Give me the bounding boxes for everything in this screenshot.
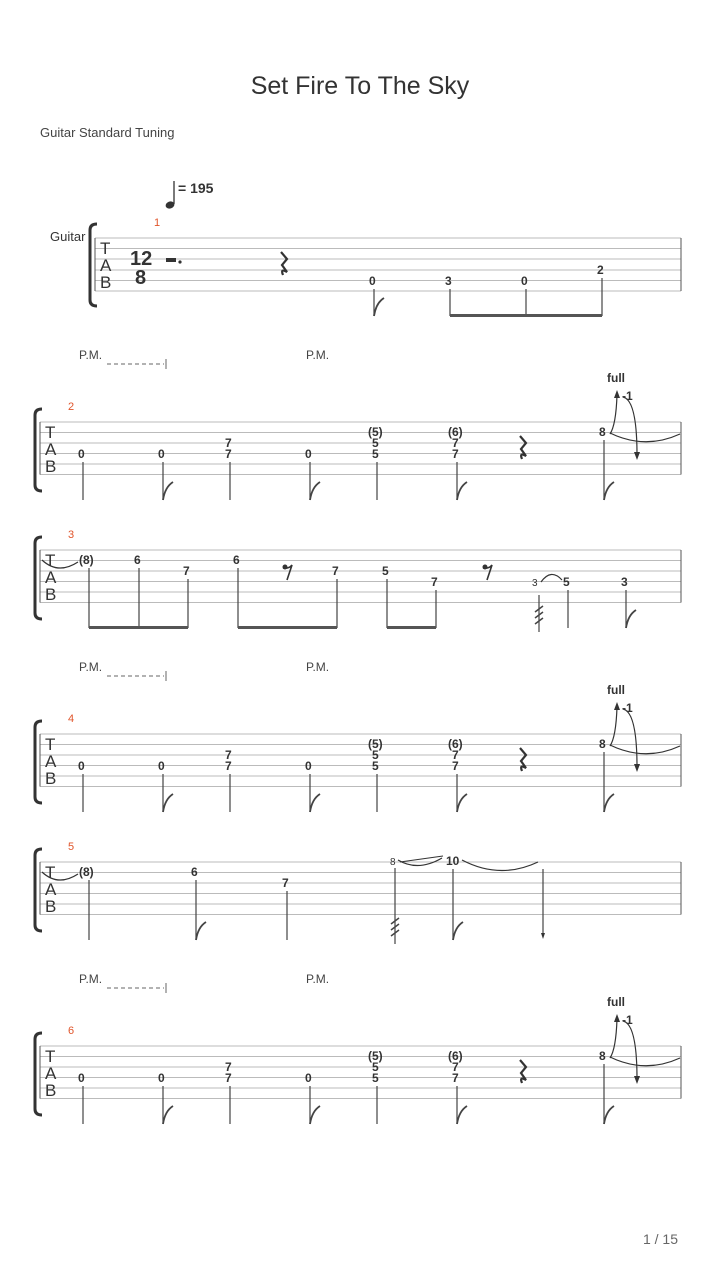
fret-number: 0 (158, 1071, 165, 1085)
fret-number: 5 (382, 564, 389, 578)
fret-number: (5) (368, 1049, 383, 1063)
fret-number: 6 (134, 553, 141, 567)
eighth-rest (483, 565, 493, 581)
fret-number: 5 (372, 1071, 379, 1085)
bend-full-label: full (607, 371, 625, 385)
fret-number: 7 (225, 447, 232, 461)
tab-clef-t: T (45, 1047, 56, 1066)
beam (450, 314, 602, 317)
palm-mute-label: P.M. (79, 348, 103, 362)
tie-arc (610, 433, 680, 442)
bend-full-label: full (607, 995, 625, 1009)
system-bracket (35, 721, 42, 803)
palm-mute-label: P.M. (79, 660, 103, 674)
palm-mute-label: P.M. (306, 660, 330, 674)
tab-clef-a: A (45, 440, 57, 459)
tab-clef-b: B (45, 585, 57, 604)
system-3 (35, 529, 681, 632)
tab-clef-a: A (100, 256, 112, 275)
measure-number: 4 (68, 713, 75, 725)
fret-number: 0 (521, 274, 528, 288)
bend-release-label: -1 (622, 389, 633, 403)
quarter-rest (520, 436, 526, 459)
bend-arrow (610, 1019, 617, 1058)
time-signature-bottom: 8 (135, 267, 147, 289)
system-bracket (90, 224, 97, 306)
page-indicator: 1 / 15 (642, 1231, 678, 1247)
fret-number: 0 (158, 759, 165, 773)
half-rest (166, 258, 176, 262)
fret-number: 5 (372, 748, 379, 762)
fret-number: 0 (78, 1071, 85, 1085)
palm-mute-label: P.M. (79, 972, 103, 986)
fret-number: 0 (78, 759, 85, 773)
tremolo-marks (391, 918, 399, 936)
fret-number: (8) (79, 865, 94, 879)
fret-number: 7 (332, 564, 339, 578)
release-arrow (623, 397, 637, 455)
quarter-note-icon (165, 181, 176, 210)
fret-number: 0 (369, 274, 376, 288)
fret-number: 2 (597, 263, 604, 277)
bend-full-label: full (607, 683, 625, 697)
tempo-value: = 195 (178, 180, 214, 196)
fret-number: 7 (452, 1060, 459, 1074)
slur-arc (541, 574, 562, 582)
tab-clef-b: B (45, 1081, 57, 1100)
fret-number: (6) (448, 737, 463, 751)
measure-number: 3 (68, 529, 75, 541)
release-arrow (623, 1021, 637, 1079)
system-bracket (35, 409, 42, 491)
fret-number: 5 (372, 447, 379, 461)
fret-number: 7 (431, 575, 438, 589)
tab-clef-b: B (45, 897, 57, 916)
time-signature-top: 12 (130, 248, 153, 270)
bend-release-label: -1 (622, 701, 633, 715)
bend-arrow (610, 395, 617, 434)
fret-number: 3 (445, 274, 452, 288)
eighth-rest (283, 565, 293, 581)
fret-number: 0 (305, 759, 312, 773)
tab-clef-t: T (45, 735, 56, 754)
fret-number: 7 (225, 436, 232, 450)
tie-arc (610, 745, 680, 754)
tab-clef-t: T (100, 239, 111, 258)
quarter-rest (520, 748, 526, 771)
fret-number: 7 (452, 748, 459, 762)
palm-mute-label: P.M. (306, 972, 330, 986)
fret-number: 7 (452, 1071, 459, 1085)
stem-arrow-icon (541, 933, 545, 939)
measure-number: 1 (154, 217, 161, 229)
fret-number: 6 (233, 553, 240, 567)
fret-number: 7 (225, 748, 232, 762)
release-arrow (623, 709, 637, 767)
fret-number: 7 (225, 759, 232, 773)
system-2 (35, 348, 681, 500)
tab-clef-t: T (45, 863, 56, 882)
tab-clef-a: A (45, 880, 57, 899)
measure-number: 6 (68, 1025, 75, 1037)
fret-number: 7 (452, 436, 459, 450)
fret-number: 7 (452, 447, 459, 461)
tuning-label: Guitar Standard Tuning (40, 125, 175, 140)
tab-clef-a: A (45, 1064, 57, 1083)
measure-number: 2 (68, 401, 75, 413)
tab-clef-t: T (45, 423, 56, 442)
bend-arrow (610, 707, 617, 746)
system-5 (35, 841, 681, 944)
fret-number: 0 (78, 447, 85, 461)
fret-number: 8 (599, 425, 606, 439)
system-6 (35, 972, 681, 1124)
fret-number: 5 (372, 759, 379, 773)
fret-number: 3 (621, 575, 628, 589)
quarter-rest (281, 252, 287, 275)
fret-number: 7 (225, 1060, 232, 1074)
fret-number: 8 (599, 1049, 606, 1063)
instrument-label: Guitar (50, 229, 86, 244)
tab-clef-a: A (45, 752, 57, 771)
fret-number: 0 (305, 1071, 312, 1085)
system-bracket (35, 849, 42, 931)
tab-clef-a: A (45, 568, 57, 587)
fret-number: 5 (372, 436, 379, 450)
fret-number: (5) (368, 425, 383, 439)
system-4 (35, 660, 681, 812)
beam (89, 626, 188, 629)
fret-number: 5 (372, 1060, 379, 1074)
system-1 (90, 217, 681, 317)
tab-clef-t: T (45, 551, 56, 570)
tab-clef-b: B (45, 769, 57, 788)
fret-number: (6) (448, 425, 463, 439)
tab-clef-b: B (45, 457, 57, 476)
fret-number: 0 (158, 447, 165, 461)
palm-mute-label: P.M. (306, 348, 330, 362)
fret-number: 8 (599, 737, 606, 751)
quarter-rest (520, 1060, 526, 1083)
song-title: Set Fire To The Sky (250, 72, 470, 100)
fret-number: 7 (282, 876, 289, 890)
fret-number: 7 (183, 564, 190, 578)
tremolo-marks (535, 606, 543, 624)
beam (238, 626, 337, 629)
fret-number: 10 (446, 854, 460, 868)
bend-release-label: -1 (622, 1013, 633, 1027)
beam (387, 626, 436, 629)
fret-number: (6) (448, 1049, 463, 1063)
system-bracket (35, 1033, 42, 1115)
fret-number: 7 (452, 759, 459, 773)
fret-number: 6 (191, 865, 198, 879)
tuplet-label: 3 (532, 578, 538, 589)
system-bracket (35, 537, 42, 619)
fret-number: 0 (305, 447, 312, 461)
fret-number: 7 (225, 1071, 232, 1085)
tie-arc (610, 1057, 680, 1066)
tab-clef-b: B (100, 273, 112, 292)
fret-number: 5 (563, 575, 570, 589)
fret-number: (5) (368, 737, 383, 751)
fret-number: (8) (79, 553, 94, 567)
measure-number: 5 (68, 841, 75, 853)
grace-fret-number: 8 (390, 857, 396, 868)
